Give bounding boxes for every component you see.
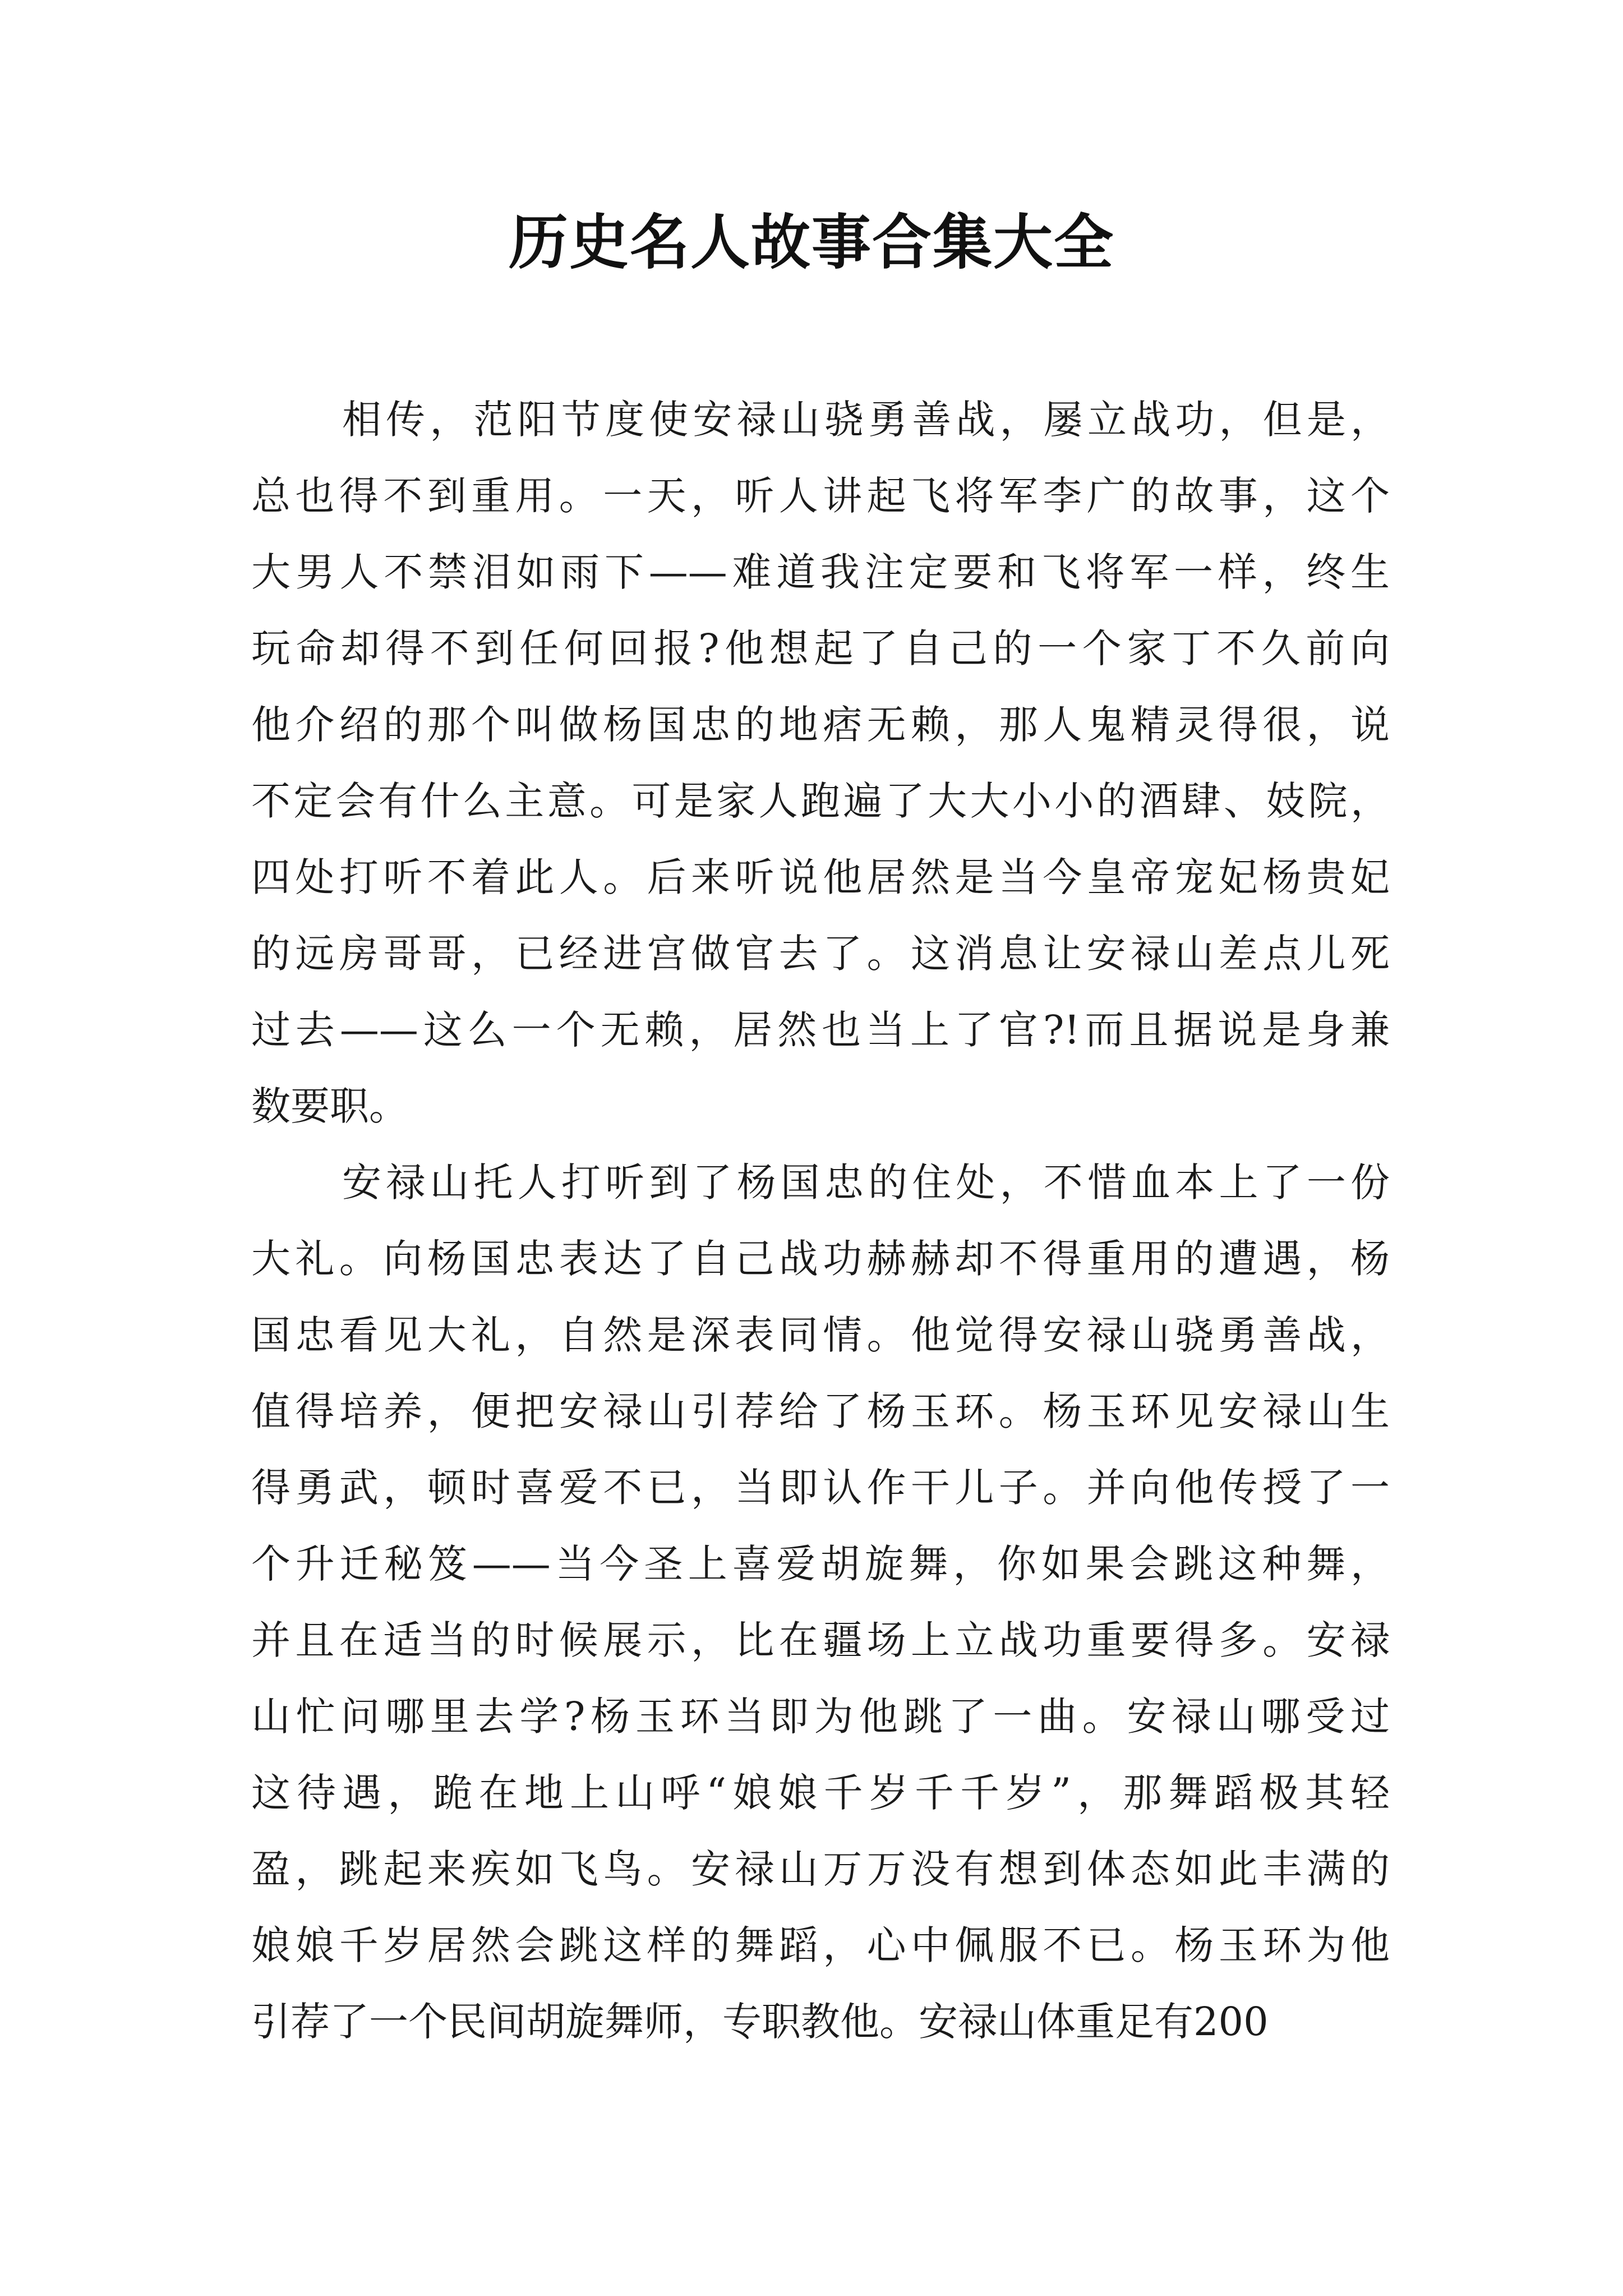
paragraph-line: 个升迁秘笈——当今圣上喜爱胡旋舞，你如果会跳这种舞，	[251, 1541, 1390, 1587]
paragraph-line: 并且在适当的时候展示，比在疆场上立战功重要得多。安禄	[251, 1617, 1390, 1663]
paragraph-line: 总也得不到重用。一天，听人讲起飞将军李广的故事，这个	[251, 473, 1390, 519]
paragraph-line: 国忠看见大礼，自然是深表同情。他觉得安禄山骁勇善战，	[251, 1312, 1390, 1358]
paragraph-line: 安禄山托人打听到了杨国忠的住处，不惜血本上了一份	[342, 1159, 1390, 1205]
paragraph-line: 玩命却得不到任何回报?他想起了自己的一个家丁不久前向	[251, 625, 1390, 671]
paragraph-line: 的远房哥哥，已经进宫做官去了。这消息让安禄山差点儿死	[251, 931, 1390, 977]
paragraph	[251, 1144, 1390, 2060]
document-title: 历史名人故事合集大全	[509, 207, 1114, 277]
paragraph-line: 引荐了一个民间胡旋舞师，专职教他。安禄山体重足有200	[251, 1999, 1269, 2045]
paragraph-line: 不定会有什么主意。可是家人跑遍了大大小小的酒肆、妓院，	[251, 778, 1390, 824]
paragraph-line: 他介绍的那个叫做杨国忠的地痞无赖，那人鬼精灵得很，说	[251, 702, 1390, 748]
paragraph-line: 娘娘千岁居然会跳这样的舞蹈，心中佩服不已。杨玉环为他	[251, 1922, 1390, 1968]
paragraph	[251, 381, 1390, 1144]
paragraph-line: 盈，跳起来疾如飞鸟。安禄山万万没有想到体态如此丰满的	[251, 1846, 1390, 1892]
paragraph-line: 山忙问哪里去学?杨玉环当即为他跳了一曲。安禄山哪受过	[251, 1694, 1390, 1740]
paragraph-line: 值得培养，便把安禄山引荐给了杨玉环。杨玉环见安禄山生	[251, 1388, 1390, 1434]
paragraph-line: 这待遇，跪在地上山呼“娘娘千岁千千岁”，那舞蹈极其轻	[251, 1770, 1390, 1816]
paragraph-line: 相传，范阳节度使安禄山骁勇善战，屡立战功，但是，	[342, 397, 1390, 443]
paragraph-line: 大男人不禁泪如雨下——难道我注定要和飞将军一样，终生	[251, 549, 1390, 595]
document-body	[251, 381, 1390, 2060]
paragraph-line: 得勇武，顿时喜爱不已，当即认作干儿子。并向他传授了一	[251, 1465, 1390, 1511]
paragraph-line: 数要职。	[251, 1083, 408, 1129]
paragraph-line: 过去——这么一个无赖，居然也当上了官?!而且据说是身兼	[251, 1007, 1390, 1053]
paragraph-line: 四处打听不着此人。后来听说他居然是当今皇帝宠妃杨贵妃	[251, 854, 1390, 900]
paragraph-line: 大礼。向杨国忠表达了自己战功赫赫却不得重用的遭遇，杨	[251, 1236, 1390, 1282]
